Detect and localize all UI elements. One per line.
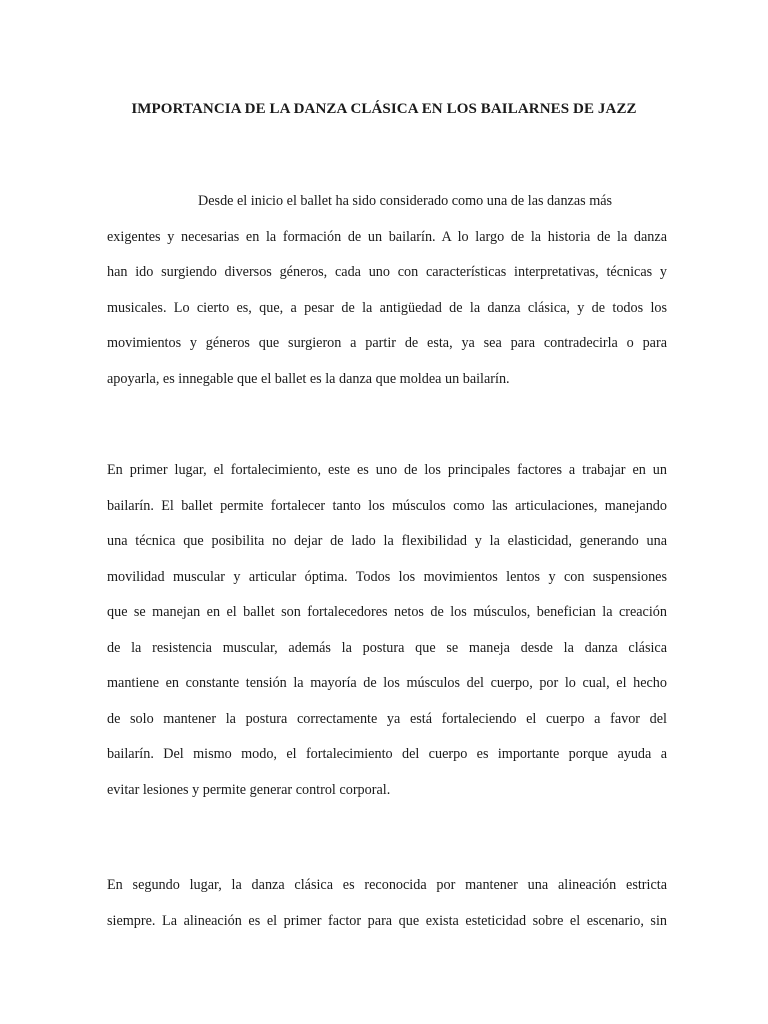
paragraph-line: bailarín. El ballet permite fortalecer tanto los músculos como las articulaciones, manejando (107, 497, 667, 514)
paragraph-line: En segundo lugar, la danza clásica es reconocida por mantener una alineación estricta (107, 877, 667, 893)
paragraph-line: En primer lugar, el fortalecimiento, este es uno de los principales factores a trabajar en un (107, 462, 667, 478)
paragraph-line: exigentes y necesarias en la formación de un bailarín. A lo largo de la historia de la danza (107, 228, 667, 245)
paragraph-2 (107, 453, 667, 808)
paragraph-line: siempre. La alineación es el primer factor para que exista esteticidad sobre el escenario, sin (107, 912, 667, 929)
paragraph-line: evitar lesiones y permite generar control corporal. (107, 781, 391, 798)
paragraph-line: apoyarla, es innegable que el ballet es la danza que moldea un bailarín. (107, 370, 510, 387)
paragraph-line: mantiene en constante tensión la mayoría de los músculos del cuerpo, por lo cual, el hecho (107, 675, 667, 691)
paragraph-line: de solo mantener la postura correctamente ya está fortaleciendo el cuerpo a favor del (107, 710, 667, 727)
paragraph-line: movilidad muscular y articular óptima. Todos los movimientos lentos y con suspensiones (107, 568, 667, 585)
paragraph-line: que se manejan en el ballet son fortalecedores netos de los músculos, benefician la creación (107, 604, 667, 620)
paragraph-line: movimientos y géneros que surgieron a partir de esta, ya sea para contradecirla o para (107, 335, 667, 351)
paragraph-line: una técnica que posibilita no dejar de lado la flexibilidad y la elasticidad, generando una (107, 533, 667, 549)
document-title: IMPORTANCIA DE LA DANZA CLÁSICA EN LOS BAILARNES DE JAZZ (131, 101, 637, 117)
paragraph-line: han ido surgiendo diversos géneros, cada uno con características interpretativas, técnicas y (107, 264, 667, 280)
paragraph-line: de la resistencia muscular, además la postura que se maneja desde la danza clásica (107, 639, 667, 656)
paragraph-1 (107, 184, 667, 397)
paragraph-line: Desde el inicio el ballet ha sido considerado como una de las danzas más (198, 193, 613, 209)
paragraph-line: musicales. Lo cierto es, que, a pesar de la antigüedad de la danza clásica, y de todos los (107, 299, 667, 316)
paragraph-3 (107, 868, 667, 939)
paragraph-line: bailarín. Del mismo modo, el fortalecimiento del cuerpo es importante porque ayuda a (107, 746, 667, 762)
